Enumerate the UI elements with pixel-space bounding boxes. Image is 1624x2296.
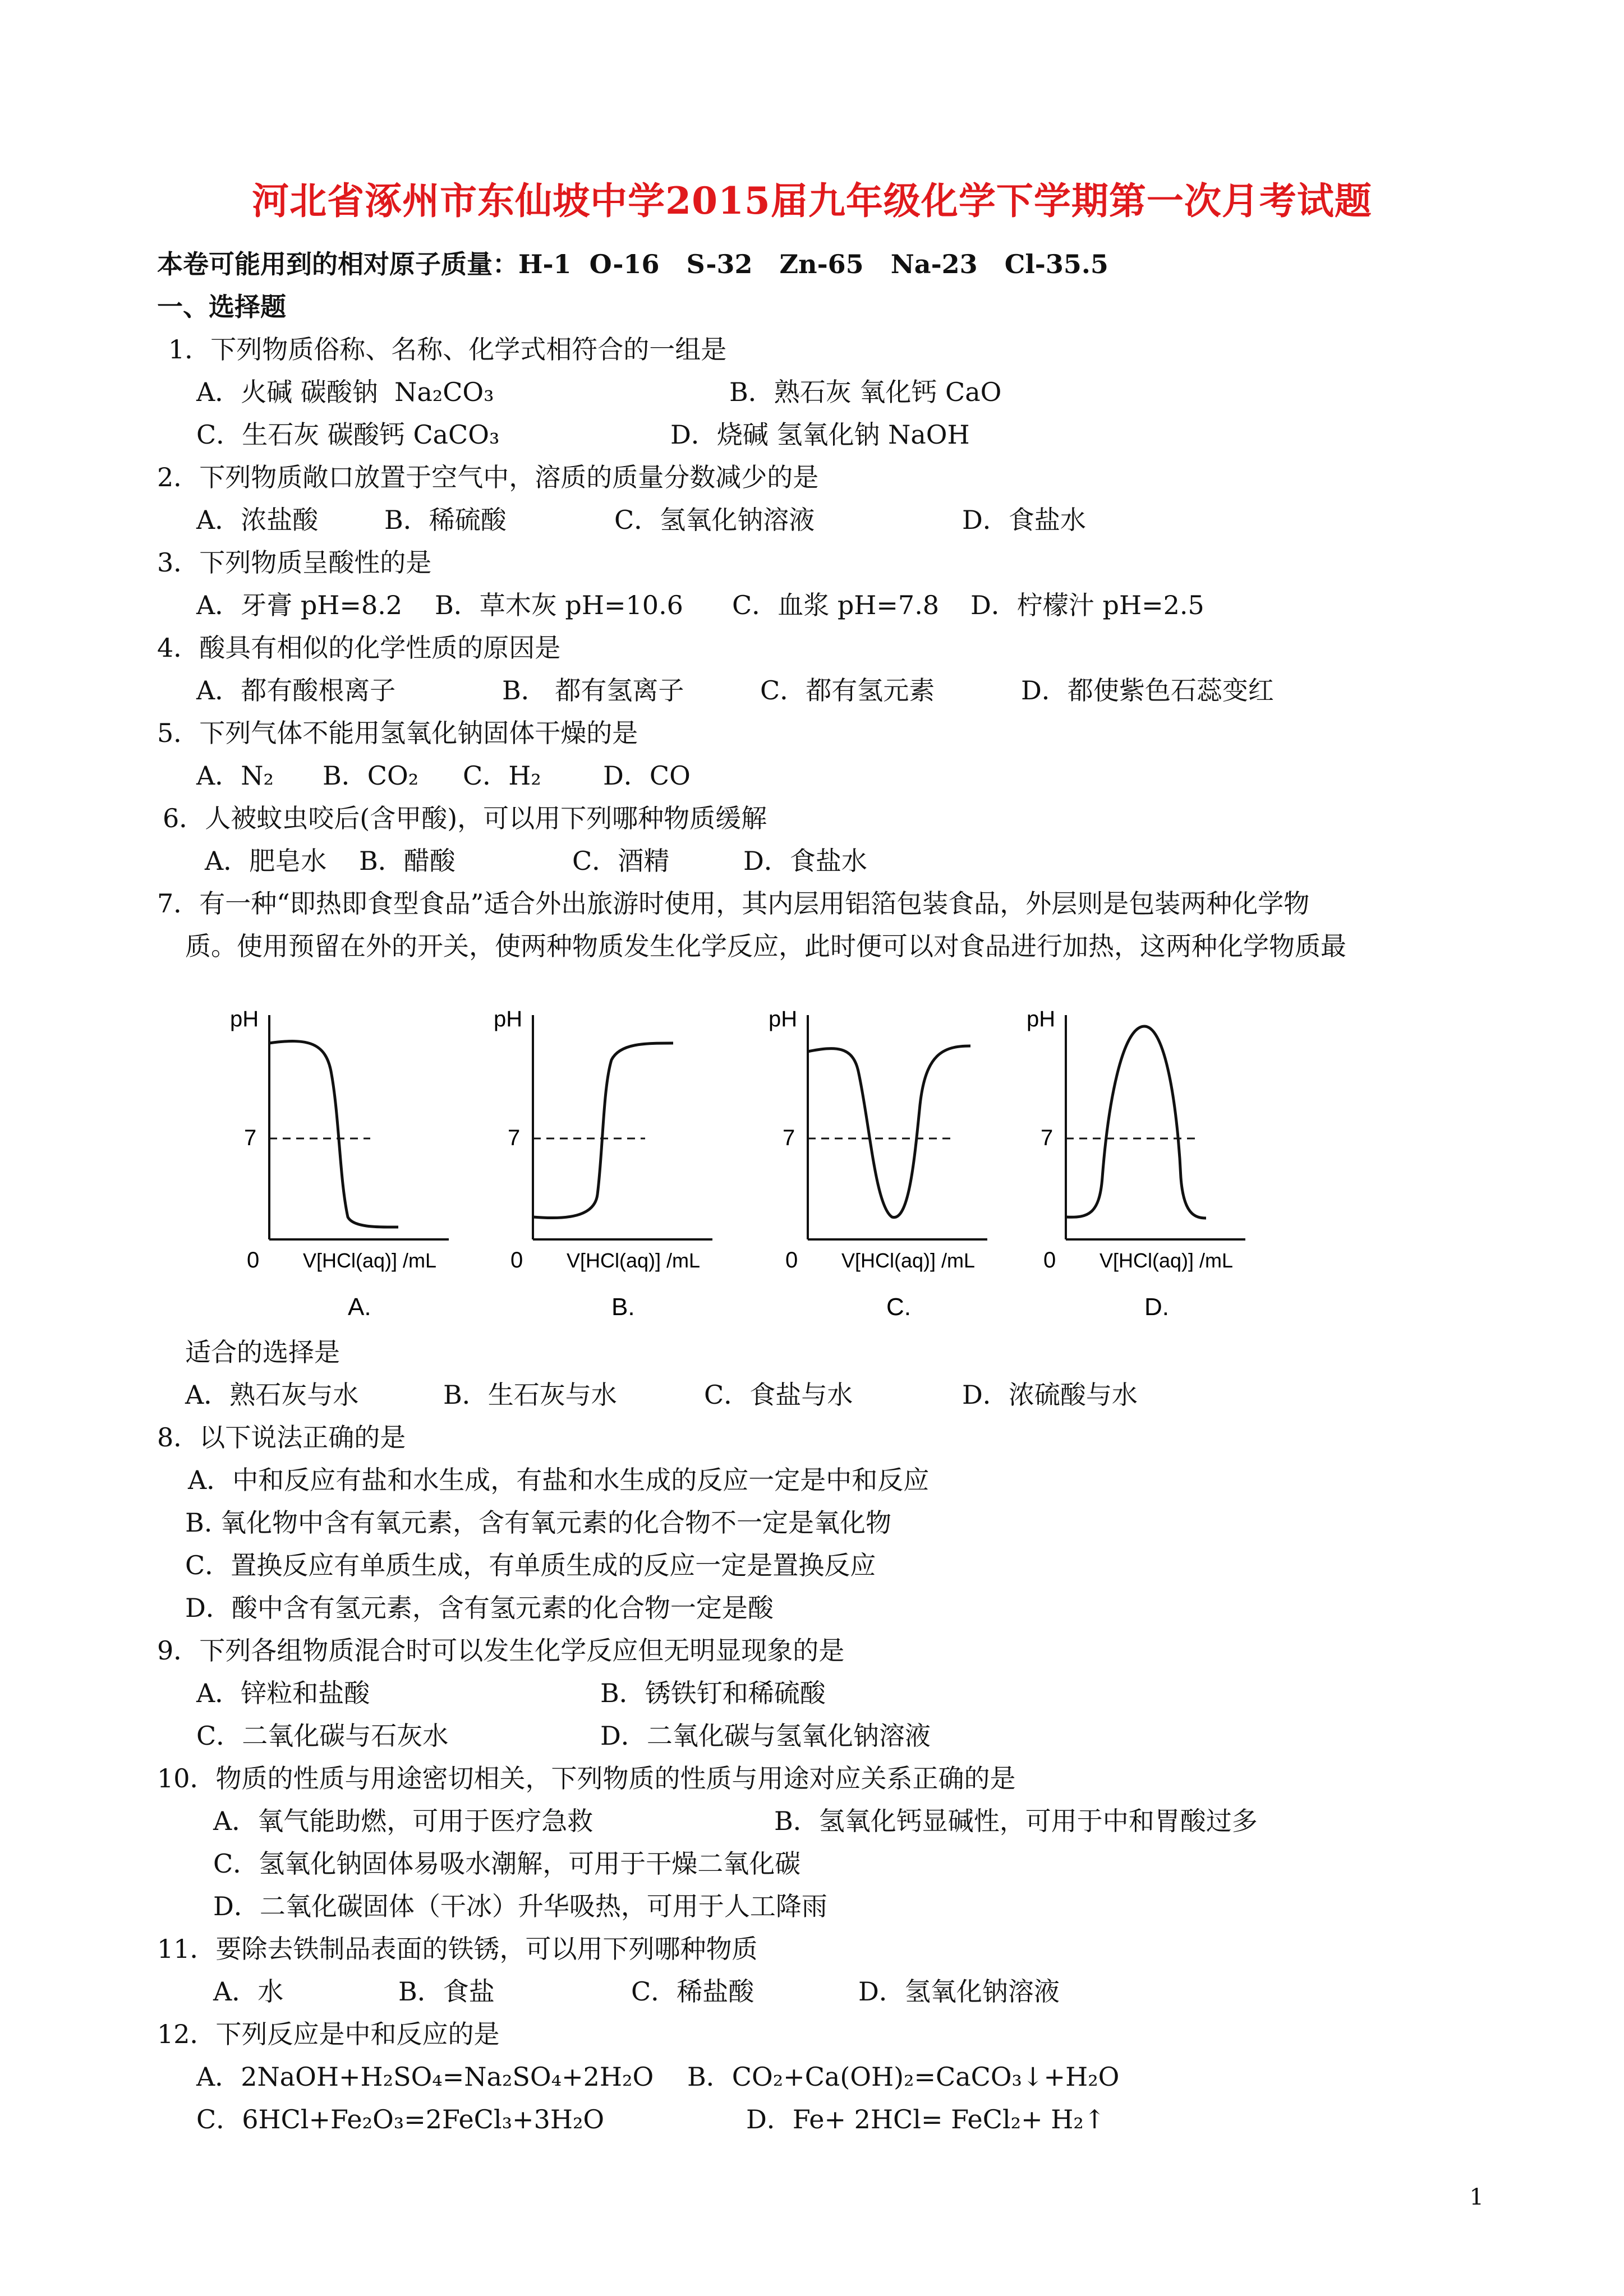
q8-option-c: C．置换反应有单质生成，有单质生成的反应一定是置换反应	[185, 1550, 876, 1580]
q7-option-b: B．生石灰与水	[443, 1380, 617, 1410]
q10-option-d: D．二氧化碳固体（干冰）升华吸热，可用于人工降雨	[213, 1891, 827, 1921]
question-10: 10．物质的性质与用途密切相关，下列物质的性质与用途对应关系正确的是	[157, 1763, 1016, 1794]
graph-b-label: B.	[611, 1293, 635, 1321]
graph-c-label: C.	[886, 1293, 911, 1321]
graph-d-zero: 0	[1043, 1248, 1056, 1273]
graph-d-seven: 7	[1041, 1126, 1053, 1150]
q10-option-b: B．氢氧化钙显碱性，可用于中和胃酸过多	[774, 1806, 1258, 1836]
q10-option-c: C．氢氧化钠固体易吸水潮解，可用于干燥二氧化碳	[213, 1848, 801, 1879]
q9-option-d: D．二氧化碳与氢氧化钠溶液	[600, 1721, 931, 1751]
q4-option-b: B． 都有氢离子	[502, 675, 684, 706]
q3-option-b: B．草木灰 pH=10.6	[435, 590, 683, 620]
graph-d-label: D.	[1144, 1293, 1169, 1321]
section-heading: 一、选择题	[157, 292, 286, 322]
graph-a	[230, 1007, 449, 1321]
q6-option-c: C．酒精	[572, 846, 670, 876]
q2-option-d: D．食盐水	[962, 505, 1086, 535]
graph-d-curve	[1066, 1026, 1206, 1218]
q12-option-c: C．6HCl+Fe₂O₃=2FeCl₃+3H₂O	[196, 2104, 605, 2134]
q10-option-a: A．氧气能助燃，可用于医疗急救	[213, 1806, 594, 1836]
q7-option-d: D．浓硫酸与水	[962, 1380, 1138, 1410]
q11-option-a: A．水	[213, 1976, 284, 2007]
q4-option-a: A．都有酸根离子	[196, 675, 396, 706]
graph-a-xlabel: V[HCl(aq)] /mL	[303, 1249, 437, 1272]
graph-a-ylabel: pH	[230, 1007, 259, 1031]
graph-c-zero: 0	[785, 1248, 798, 1273]
question-9: 9．下列各组物质混合时可以发生化学反应但无明显现象的是	[157, 1635, 845, 1666]
q11-option-d: D．氢氧化钠溶液	[858, 1976, 1060, 2007]
graph-b	[494, 1007, 712, 1321]
graph-c-ylabel: pH	[769, 1007, 798, 1031]
q8-option-b: B. 氧化物中含有氧元素，含有氧元素的化合物不一定是氧化物	[185, 1507, 892, 1538]
question-12: 12．下列反应是中和反应的是	[157, 2019, 500, 2049]
q1-option-d: D．烧碱 氢氧化钠 NaOH	[670, 419, 970, 450]
question-4: 4．酸具有相似的化学性质的原因是	[157, 633, 561, 663]
q11-option-b: B．食盐	[398, 1976, 495, 2007]
q3-option-c: C．血浆 pH=7.8	[732, 590, 940, 620]
q8-option-d: D．酸中含有氢元素，含有氢元素的化合物一定是酸	[185, 1593, 774, 1623]
q5-option-d: D．CO	[603, 760, 691, 791]
question-5: 5．下列气体不能用氢氧化钠固体干燥的是	[157, 718, 638, 748]
q1-option-b: B．熟石灰 氧化钙 CaO	[729, 377, 1002, 407]
q5-option-b: B．CO₂	[323, 760, 419, 791]
q7-option-c: C．食盐与水	[704, 1380, 853, 1410]
page-number: 1	[1469, 2184, 1484, 2210]
q5-option-c: C．H₂	[463, 760, 541, 791]
question-7-line3: 适合的选择是	[185, 1337, 340, 1367]
graph-a-label: A.	[348, 1293, 371, 1321]
question-7-line1: 7．有一种“即热即食型食品”适合外出旅游时使用，其内层用铝箔包装食品，外层则是包装两种化学物	[157, 888, 1310, 919]
q9-option-c: C．二氧化碳与石灰水	[196, 1721, 449, 1751]
graph-b-curve	[533, 1043, 673, 1218]
graph-c	[769, 1007, 987, 1321]
q4-option-d: D．都使紫色石蕊变红	[1021, 675, 1274, 706]
question-11: 11．要除去铁制品表面的铁锈，可以用下列哪种物质	[157, 1934, 758, 1964]
q5-option-a: A．N₂	[196, 760, 274, 791]
q3-option-a: A．牙膏 pH=8.2	[196, 590, 403, 620]
q9-option-a: A．锌粒和盐酸	[196, 1678, 370, 1708]
graph-b-zero: 0	[510, 1248, 523, 1273]
q1-option-c: C．生石灰 碳酸钙 CaCO₃	[196, 419, 500, 450]
graph-b-ylabel: pH	[494, 1007, 523, 1031]
graph-a-curve	[269, 1041, 398, 1228]
atomic-mass-note: 本卷可能用到的相对原子质量：H-1 O-16 S-32 Zn-65 Na-23 Cl-35.5	[157, 249, 1108, 279]
graph-c-xlabel: V[HCl(aq)] /mL	[841, 1249, 976, 1272]
q12-option-d: D．Fe+ 2HCl= FeCl₂+ H₂↑	[746, 2104, 1106, 2134]
graph-a-seven: 7	[244, 1126, 257, 1150]
q4-option-c: C．都有氢元素	[760, 675, 935, 706]
graph-d-xlabel: V[HCl(aq)] /mL	[1099, 1249, 1234, 1272]
q2-option-c: C．氢氧化钠溶液	[614, 505, 815, 535]
graph-d	[1027, 1007, 1245, 1321]
question-1: 1．下列物质俗称、名称、化学式相符合的一组是	[168, 334, 727, 365]
question-7-line2: 质。使用预留在外的开关，使两种物质发生化学反应，此时便可以对食品进行加热，这两种化学物质最	[185, 931, 1346, 961]
q12-option-b: B．CO₂+Ca(OH)₂=CaCO₃↓+H₂O	[687, 2062, 1120, 2092]
q12-option-a: A．2NaOH+H₂SO₄=Na₂SO₄+2H₂O	[196, 2062, 654, 2092]
question-6: 6．人被蚊虫咬后(含甲酸)，可以用下列哪种物质缓解	[163, 803, 767, 833]
question-2: 2．下列物质敞口放置于空气中，溶质的质量分数减少的是	[157, 462, 819, 492]
q2-option-a: A．浓盐酸	[196, 505, 319, 535]
graph-d-ylabel: pH	[1027, 1007, 1056, 1031]
q11-option-c: C．稀盐酸	[631, 1976, 755, 2007]
question-8: 8．以下说法正确的是	[157, 1422, 406, 1453]
q8-option-a: A．中和反应有盐和水生成，有盐和水生成的反应一定是中和反应	[188, 1465, 930, 1495]
graph-c-curve	[808, 1046, 970, 1218]
q1-option-a: A．火碱 碳酸钠 Na₂CO₃	[196, 377, 494, 407]
graph-a-zero: 0	[247, 1248, 260, 1273]
document-title: 河北省涿州市东仙坡中学2015届九年级化学下学期第一次月考试题	[252, 179, 1372, 223]
question-3: 3．下列物质呈酸性的是	[157, 547, 432, 578]
q3-option-d: D．柠檬汁 pH=2.5	[970, 590, 1204, 620]
q6-option-a: A．肥皂水	[205, 846, 327, 876]
graph-b-xlabel: V[HCl(aq)] /mL	[567, 1249, 701, 1272]
graph-b-seven: 7	[508, 1126, 521, 1150]
graph-c-seven: 7	[783, 1126, 795, 1150]
q2-option-b: B．稀硫酸	[384, 505, 507, 535]
q9-option-b: B．锈铁钉和稀硫酸	[600, 1678, 826, 1708]
q7-option-a: A．熟石灰与水	[185, 1380, 359, 1410]
q6-option-d: D．食盐水	[743, 846, 867, 876]
q6-option-b: B．醋酸	[359, 846, 456, 876]
ph-graphs	[213, 993, 1335, 1340]
